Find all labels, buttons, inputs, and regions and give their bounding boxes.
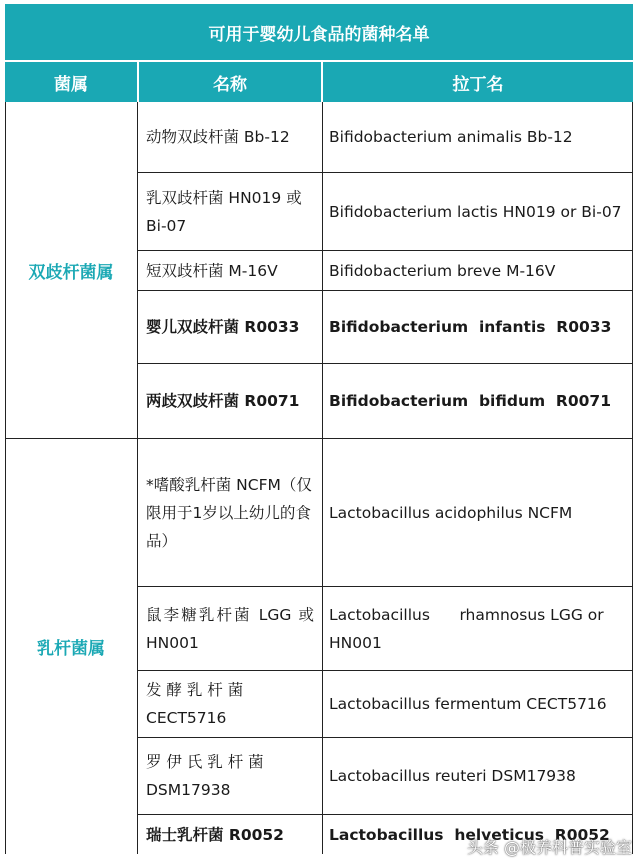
strain-name: 鼠李糖乳杆菌 LGG 或 HN001 [146, 605, 314, 652]
header-name: 名称 [139, 62, 321, 102]
strain-latin: Bifidobacterium animalis Bb-12 [329, 128, 573, 146]
strain-latin: Bifidobacterium bifidum R0071 [329, 392, 612, 410]
strain-name: 短双歧杆菌 M-16V [146, 261, 278, 280]
strain-latin: Bifidobacterium infantis R0033 [329, 318, 612, 336]
strain-latin: Bifidobacterium lactis HN019 or Bi-07 [329, 202, 622, 221]
strain-name: 乳双歧杆菌 HN019 或 Bi-07 [146, 188, 302, 235]
strain-name: 发 酵 乳 杆 菌 CECT5716 [146, 681, 244, 727]
strain-latin: Bifidobacterium breve M-16V [329, 261, 556, 280]
strain-latin: Lactobacillus reuteri DSM17938 [329, 767, 576, 785]
genus-bifidobacterium: 双歧杆菌属 [28, 262, 114, 283]
strain-name: 动物双歧杆菌 Bb-12 [146, 128, 290, 146]
header-latin: 拉丁名 [323, 62, 633, 102]
strain-name: 罗 伊 氏 乳 杆 菌 DSM17938 [146, 753, 264, 799]
table-title: 可用于婴幼儿食品的菌种名单 [5, 4, 633, 60]
strain-latin: Lactobacillus acidophilus NCFM [329, 503, 573, 522]
strain-latin: Lactobacillus rhamnosus LGG or HN001 [329, 605, 609, 652]
genus-lactobacillus: 乳杆菌属 [37, 639, 105, 659]
strain-name: 婴儿双歧杆菌 R0033 [146, 318, 300, 336]
strain-name: 瑞士乳杆菌 R0052 [146, 826, 284, 844]
strain-latin: Lactobacillus fermentum CECT5716 [329, 695, 607, 713]
strain-name: *嗜酸乳杆菌 NCFM（仅限用于1岁以上幼儿的食品） [146, 475, 312, 550]
strain-name: 两歧双歧杆菌 R0071 [146, 392, 300, 410]
watermark: 头条 @极养科普实验室 [466, 838, 632, 857]
strain-latin: Lactobacillus helveticus R0052 [329, 826, 610, 844]
header-genus: 菌属 [5, 62, 137, 102]
